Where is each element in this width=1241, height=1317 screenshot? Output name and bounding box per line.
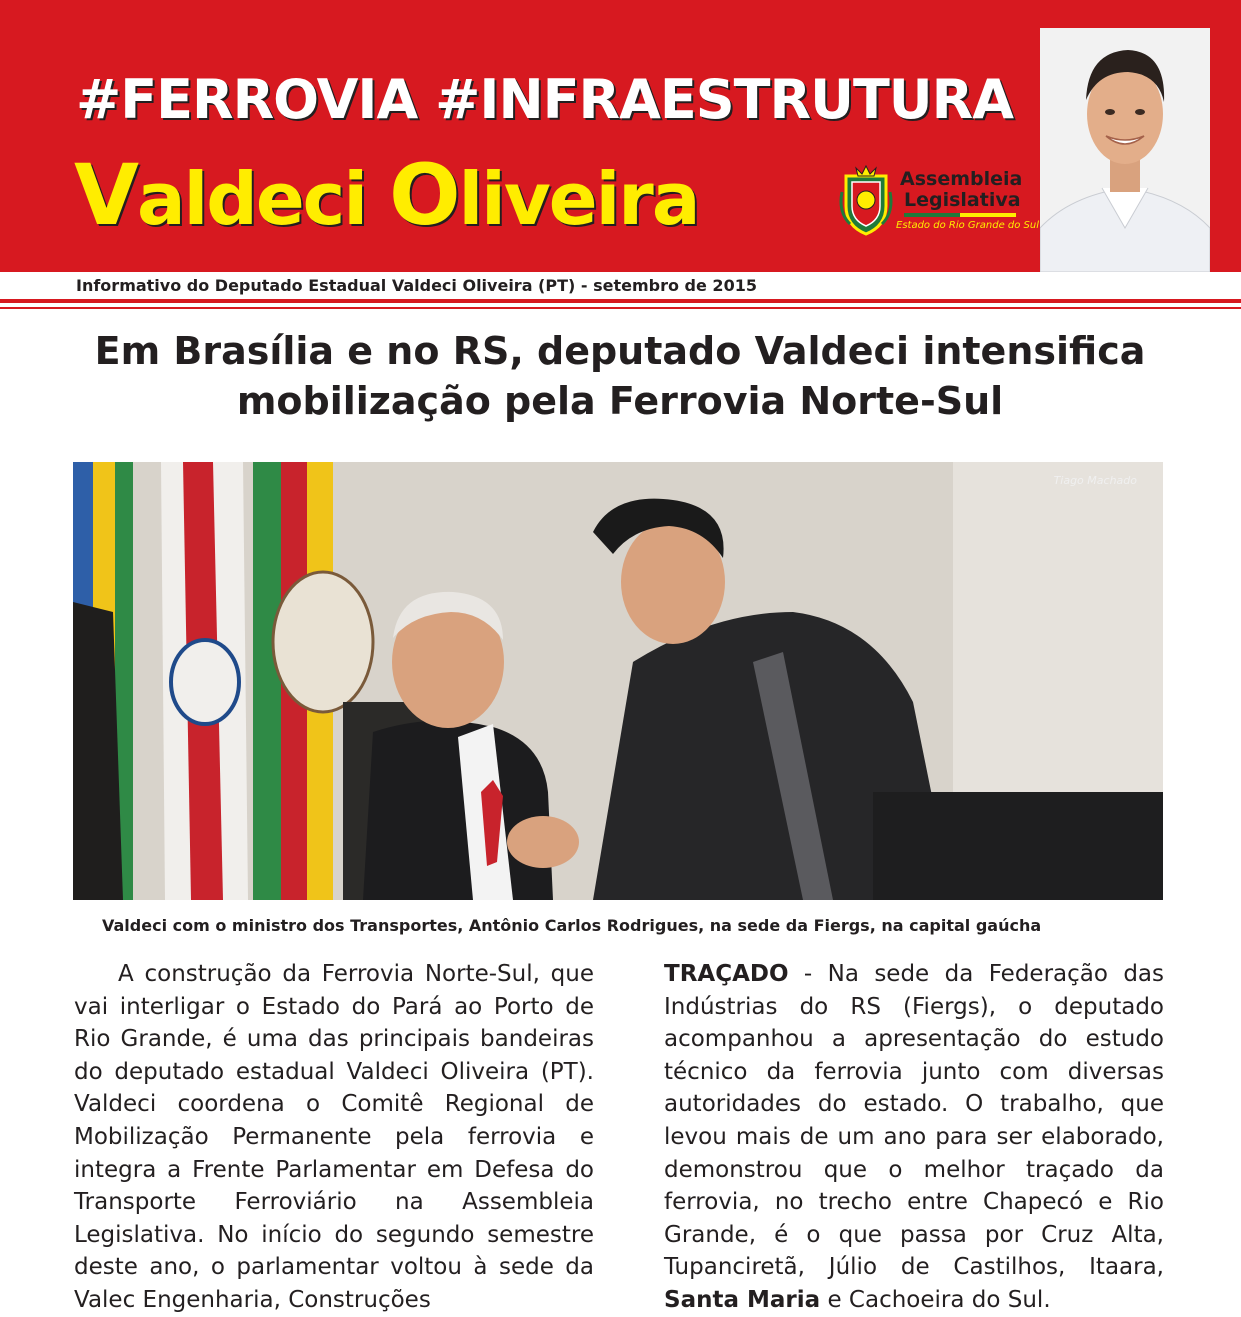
paragraph-2-text-a: - Na sede da Federação das Indústrias do RS (Fiergs), o deputado acompanhou a apresentação do estudo técnico da ferrovia junto com diversas autoridades do estado. O trabalho, que levou mais de um ano para ser elaborado, demonstrou que o melhor traçado da ferrovia, no trecho entre Chapecó e Rio Grande, é o que passa por Cruz Alta, Tupanciretã, Júlio de Castilhos, Itaara, <box>664 961 1164 1281</box>
name-last-initial: O <box>389 146 459 244</box>
headline <box>60 326 1180 426</box>
main-photo <box>73 462 1163 900</box>
highlight-city: Santa Maria <box>664 1286 821 1313</box>
photo-image <box>73 462 1163 900</box>
hashtags-title: #FERROVIA #INFRAESTRUTURA <box>76 68 1014 131</box>
assembleia-logo <box>838 162 1040 240</box>
portrait-image <box>1040 28 1210 272</box>
article-column-2 <box>664 958 1164 1317</box>
crest-icon <box>838 162 894 238</box>
logo-line-1: Assembleia <box>900 168 1023 190</box>
deputy-portrait <box>1040 28 1210 272</box>
photo-caption: Valdeci com o ministro dos Transportes, Antônio Carlos Rodrigues, na sede da Fiergs, na capital gaúcha <box>102 916 1042 935</box>
logo-line-2: Legislativa <box>904 189 1021 211</box>
logo-line-3: Estado do Rio Grande do Sul <box>896 220 1040 231</box>
article-paragraph-2 <box>664 958 1164 1317</box>
name-last-rest: liveira <box>458 157 699 241</box>
divider-thin <box>0 307 1241 309</box>
name-first-rest: aldeci <box>137 157 390 241</box>
deputy-name <box>74 146 699 244</box>
article-paragraph-1: A construção da Ferrovia Norte-Sul, que vai interligar o Estado do Pará ao Porto de Rio Grande, é uma das principais bandeiras do deputado estadual Valdeci Oliveira (PT). Valdeci coordena o Comitê Regional de Mobilização Permanente pela ferrovia e integra a Frente Parlamentar em Defesa do Transporte Ferroviário na Assembleia Legislativa. No início do segundo semestre deste ano, o parlamentar voltou à sede da Valec Engenharia, Construções <box>74 961 594 1313</box>
header-banner <box>0 0 1241 272</box>
article-column-1 <box>74 958 594 1317</box>
paragraph-2-text-b: e Cachoeira do Sul. <box>820 1286 1051 1313</box>
name-first-initial: V <box>74 146 138 244</box>
newsletter-subtitle: Informativo do Deputado Estadual Valdeci Oliveira (PT) - setembro de 2015 <box>76 276 757 295</box>
headline-line-1: Em Brasília e no RS, deputado Valdeci intensifica <box>94 329 1146 373</box>
section-lead: TRAÇADO <box>664 961 789 987</box>
divider-thick <box>0 299 1241 303</box>
headline-line-2: mobilização pela Ferrovia Norte-Sul <box>236 379 1004 423</box>
photo-credit: Tiago Machado <box>1053 474 1137 487</box>
logo-swoosh-icon <box>904 213 1016 217</box>
